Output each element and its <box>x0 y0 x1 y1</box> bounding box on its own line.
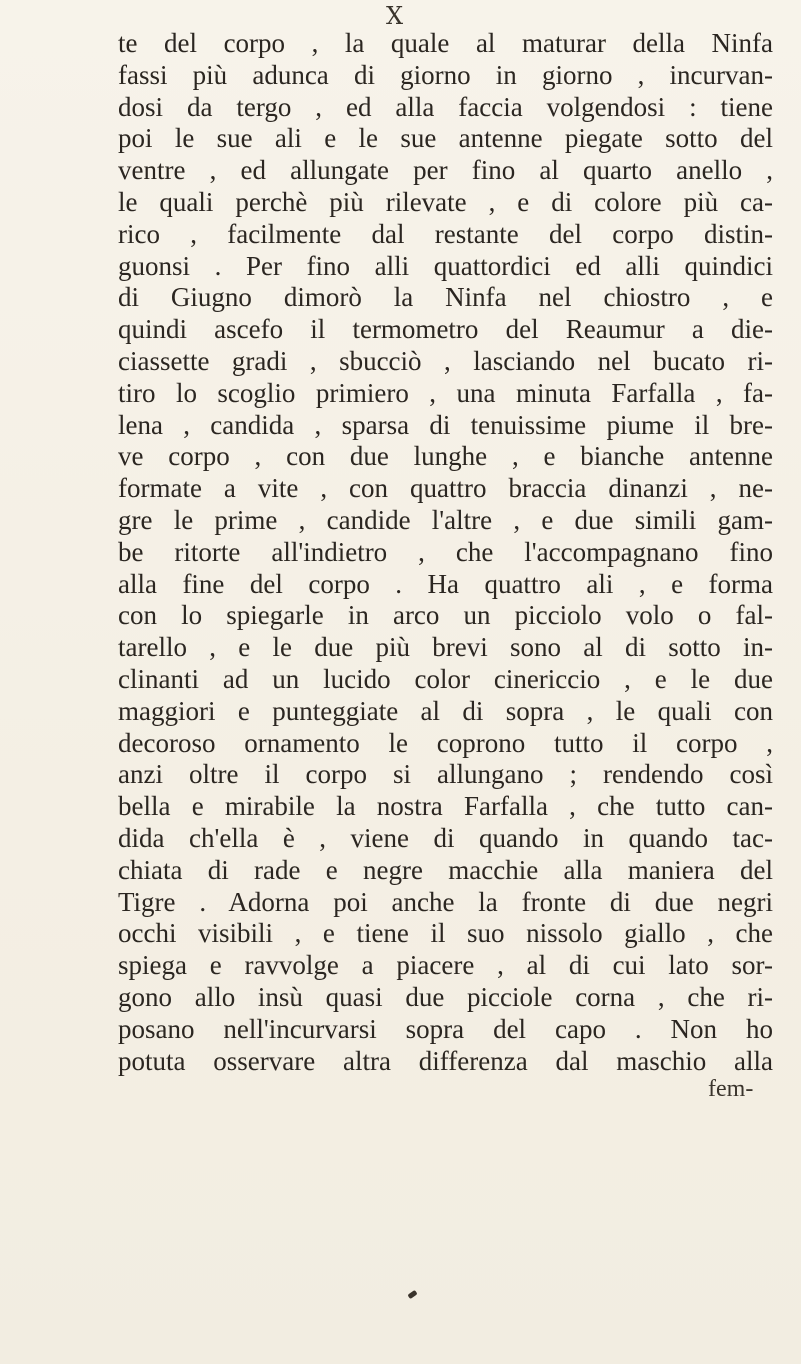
text-line: guonsi . Per fino alli quattordici ed alli quindici <box>118 250 773 281</box>
text-line: te del corpo , la quale al maturar della Ninfa <box>118 28 773 58</box>
text-line: dosi da tergo , ed alla faccia volgendosi : tiene <box>118 91 773 122</box>
text-line: con lo spiegarle in arco un picciolo volo o fal- <box>118 600 773 631</box>
text-line: di Giugno dimorò la Ninfa nel chiostro , e <box>118 282 773 313</box>
text-line: dida ch'ella è , viene di quando in quando tac- <box>118 822 773 853</box>
text-line: ventre , ed allungate per fino al quarto anello , <box>118 155 773 186</box>
text-line: formate a vite , con quattro braccia dinanzi , ne- <box>118 473 773 504</box>
ink-mark <box>407 1290 417 1299</box>
page-number: X <box>385 2 405 30</box>
text-line: tiro lo scoglio primiero , una minuta Farfalla , fa- <box>118 377 773 408</box>
text-line: gre le prime , candide l'altre , e due simili gam- <box>118 504 773 535</box>
text-line: posano nell'incurvarsi sopra del capo . Non ho <box>118 1013 773 1044</box>
text-line: Tigre . Adorna poi anche la fronte di due negri <box>118 886 773 917</box>
text-line: ciassette gradi , sbucciò , lasciando nel bucato ri- <box>118 345 773 376</box>
text-line: alla fine del corpo . Ha quattro ali , e forma <box>118 568 773 599</box>
body-text <box>118 28 773 1077</box>
text-line: clinanti ad un lucido color cinericcio , e le due <box>118 663 773 694</box>
text-line: tarello , e le due più brevi sono al di sotto in- <box>118 632 773 663</box>
catchword: fem- <box>708 1076 754 1102</box>
text-line: quindi ascefo il termometro del Reaumur a die- <box>118 314 773 345</box>
text-line: spiega e ravvolge a piacere , al di cui lato sor- <box>118 950 773 981</box>
text-line: le quali perchè più rilevate , e di colore più ca- <box>118 186 773 217</box>
text-line: chiata di rade e negre macchie alla maniera del <box>118 854 773 885</box>
text-line: bella e mirabile la nostra Farfalla , che tutto can- <box>118 791 773 822</box>
text-line: rico , facilmente dal restante del corpo distin- <box>118 218 773 249</box>
text-line: gono allo insù quasi due picciole corna , che ri- <box>118 981 773 1012</box>
text-line: ve corpo , con due lunghe , e bianche antenne <box>118 441 773 472</box>
text-line: occhi visibili , e tiene il suo nissolo giallo , che <box>118 918 773 949</box>
text-line: be ritorte all'indietro , che l'accompagnano fino <box>118 536 773 567</box>
text-line: decoroso ornamento le coprono tutto il corpo , <box>118 727 773 758</box>
text-line: fassi più adunca di giorno in giorno , incurvan- <box>118 59 773 90</box>
text-line: potuta osservare altra differenza dal maschio alla <box>118 1045 773 1076</box>
text-line: anzi oltre il corpo si allungano ; rendendo così <box>118 759 773 790</box>
text-line: maggiori e punteggiate al di sopra , le quali con <box>118 695 773 726</box>
text-line: poi le sue ali e le sue antenne piegate sotto del <box>118 123 773 154</box>
text-line: lena , candida , sparsa di tenuissime piume il bre- <box>118 409 773 440</box>
